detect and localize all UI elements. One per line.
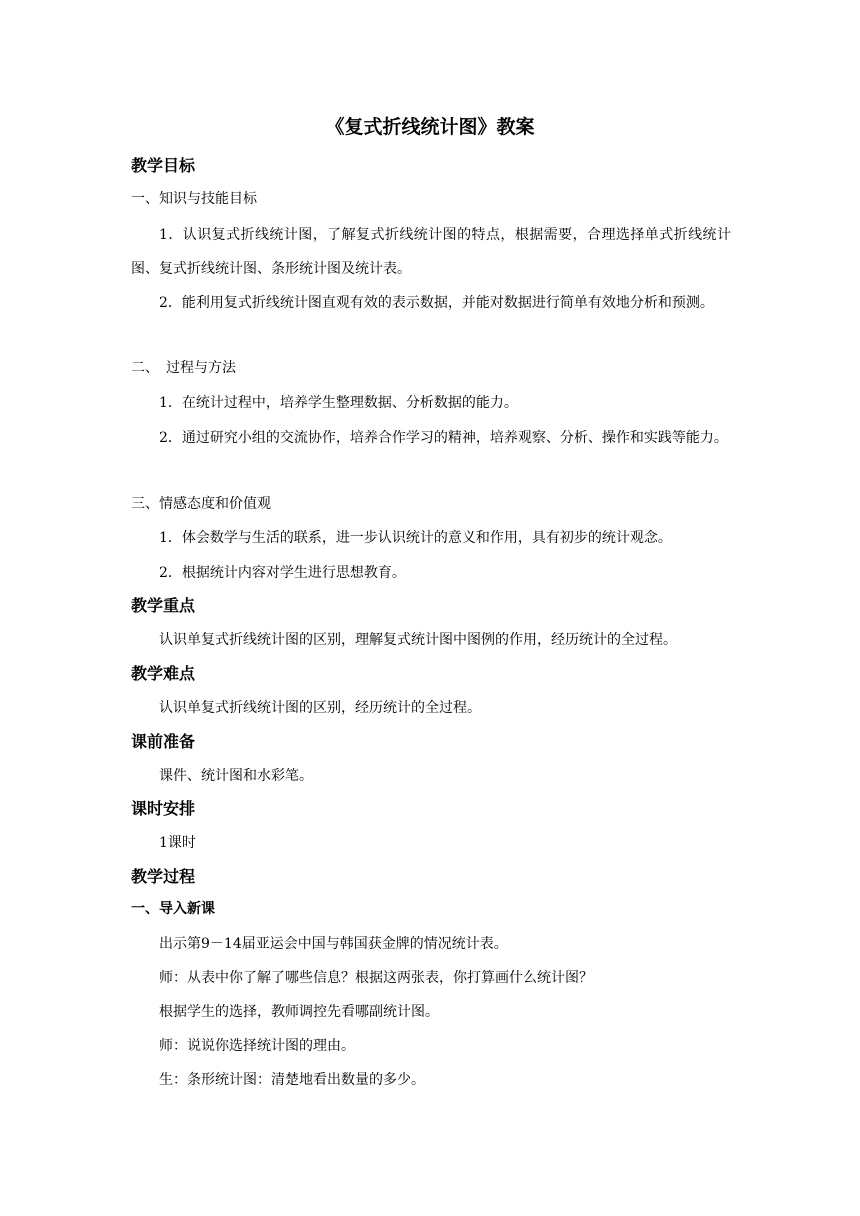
process-line-2: 师：从表中你了解了哪些信息？根据这两张表，你打算画什么统计图？ (159, 970, 593, 986)
document-title: 《复式折线统计图》教案 (325, 116, 535, 138)
process-line-3: 根据学生的选择，教师调控先看哪副统计图。 (159, 1004, 439, 1020)
subheading-introduction: 一、导入新课 (131, 901, 215, 917)
process-line-4: 师：说说你选择统计图的理由。 (159, 1038, 355, 1054)
heading-teaching-process: 教学过程 (131, 867, 196, 886)
goal-item-2-1: 1．在统计过程中，培养学生整理数据、分析数据的能力。 (159, 395, 518, 411)
subheading-process-method: 二、 过程与方法 (131, 360, 236, 376)
subheading-attitude-values: 三、情感态度和价值观 (131, 496, 271, 512)
heading-teaching-goals: 教学目标 (131, 156, 196, 175)
difficulties-text: 认识单复式折线统计图的区别，经历统计的全过程。 (159, 700, 481, 716)
heading-difficulties: 教学难点 (131, 664, 196, 683)
heading-schedule: 课时安排 (131, 799, 196, 818)
heading-preparation: 课前准备 (131, 732, 196, 751)
process-line-5: 生：条形统计图：清楚地看出数量的多少。 (159, 1072, 425, 1088)
process-line-1: 出示第9－14届亚运会中国与韩国获金牌的情况统计表。 (159, 936, 508, 952)
schedule-text: 1课时 (159, 835, 196, 851)
goal-item-3-1: 1．体会数学与生活的联系，进一步认识统计的意义和作用，具有初步的统计观念。 (159, 530, 672, 546)
heading-key-points: 教学重点 (131, 596, 196, 615)
key-points-text: 认识单复式折线统计图的区别，理解复式统计图中图例的作用，经历统计的全过程。 (159, 632, 677, 648)
goal-item-1-1: 1．认识复式折线统计图，了解复式折线统计图的特点，根据需要，合理选择单式折线统计图、复式折线统计图、条形统计图及统计表。 (131, 227, 731, 277)
goal-item-3-2: 2．根据统计内容对学生进行思想教育。 (159, 565, 406, 581)
preparation-text: 课件、统计图和水彩笔。 (159, 768, 313, 784)
goal-item-2-2: 2．通过研究小组的交流协作，培养合作学习的精神，培养观察、分析、操作和实践等能力。 (159, 430, 728, 446)
subheading-knowledge-skills: 一、知识与技能目标 (131, 191, 257, 207)
goal-item-1-2: 2．能利用复式折线统计图直观有效的表示数据，并能对数据进行简单有效地分析和预测。 (159, 295, 714, 311)
